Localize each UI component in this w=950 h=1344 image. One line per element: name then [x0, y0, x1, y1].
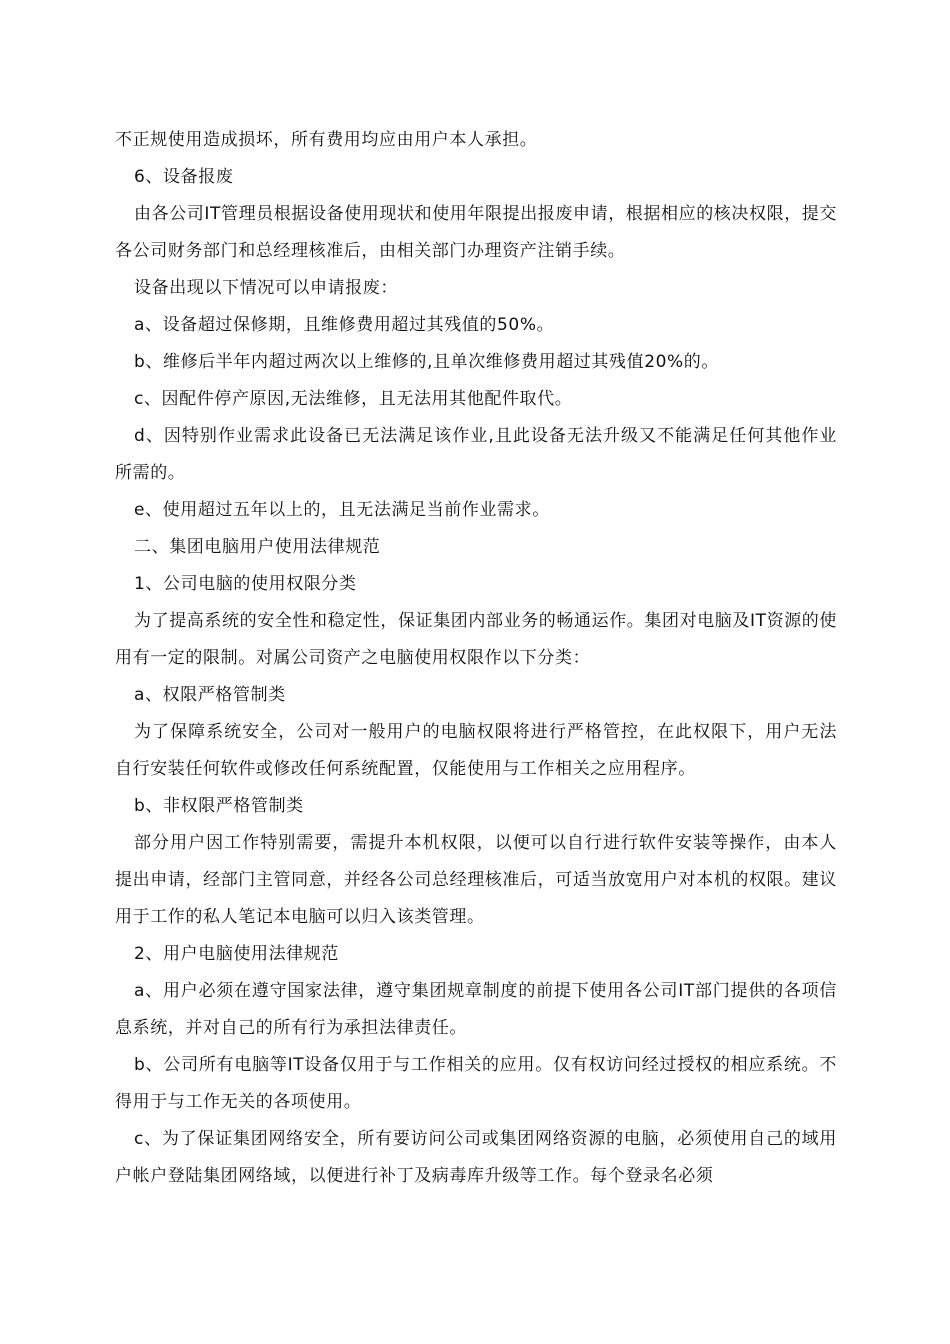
- heading-section-two: 二、集团电脑用户使用法律规范: [134, 537, 381, 557]
- heading-non-strict-control: b、非权限严格管制类: [134, 796, 304, 816]
- paragraph-scrap-conditions-intro: 设备出现以下情况可以申请报废：: [134, 278, 398, 298]
- list-item-a-laws: a、用户必须在遵守国家法律，遵守集团规章制度的前提下使用各公司IT部门提供的各项信息系统，并对自己的所有行为承担法律责任。: [115, 981, 837, 1038]
- list-item-a-warranty: a、设备超过保修期，且维修费用超过其残值的50%。: [134, 315, 555, 335]
- list-item-d-special-needs: d、因特别作业需求此设备已无法满足该作业,且此设备无法升级又不能满足任何其他作业所需的。: [115, 426, 837, 483]
- heading-strict-control: a、权限严格管制类: [134, 685, 286, 705]
- paragraph-cost-responsibility: 不正规使用造成损坏，所有费用均应由用户本人承担。: [115, 130, 538, 150]
- list-item-c-domain-login: c、为了保证集团网络安全，所有要访问公司或集团网络资源的电脑，必须使用自己的域用户帐户登陆集团网络域，以便进行补丁及病毒库升级等工作。每个登录名必须: [115, 1129, 837, 1186]
- list-item-b-work-use: b、公司所有电脑等IT设备仅用于与工作相关的应用。仅有权访问经过授权的相应系统。不得用于与工作无关的各项使用。: [115, 1055, 837, 1112]
- list-item-e-five-years: e、使用超过五年以上的，且无法满足当前作业需求。: [134, 500, 550, 520]
- document-body: [115, 122, 837, 1195]
- paragraph-strict-control: 为了保障系统安全，公司对一般用户的电脑权限将进行严格管控，在此权限下，用户无法自行安装任何软件或修改任何系统配置，仅能使用与工作相关之应用程序。: [115, 722, 837, 779]
- list-item-c-parts: c、因配件停产原因,无法维修，且无法用其他配件取代。: [134, 389, 573, 409]
- list-item-b-repairs: b、维修后半年内超过两次以上维修的,且单次维修费用超过其残值20%的。: [134, 352, 719, 372]
- paragraph-non-strict-control: 部分用户因工作特别需要，需提升本机权限，以便可以自行进行软件安装等操作，由本人提出申请，经部门主管同意，并经各公司总经理核准后，可适当放宽用户对本机的权限。建议用于工作的私人笔记本电脑可以归入该类管理。: [115, 833, 837, 927]
- paragraph-scrap-application: 由各公司IT管理员根据设备使用现状和使用年限提出报废申请，根据相应的核决权限，提交各公司财务部门和总经理核准后，由相关部门办理资产注销手续。: [115, 204, 837, 261]
- heading-legal-norms: 2、用户电脑使用法律规范: [134, 944, 340, 964]
- paragraph-permission-intro: 为了提高系统的安全性和稳定性，保证集团内部业务的畅通运作。集团对电脑及IT资源的使用有一定的限制。对属公司资产之电脑使用权限作以下分类：: [115, 611, 837, 668]
- heading-permission-classes: 1、公司电脑的使用权限分类: [134, 574, 357, 594]
- heading-equipment-scrapping: 6、设备报废: [134, 167, 234, 187]
